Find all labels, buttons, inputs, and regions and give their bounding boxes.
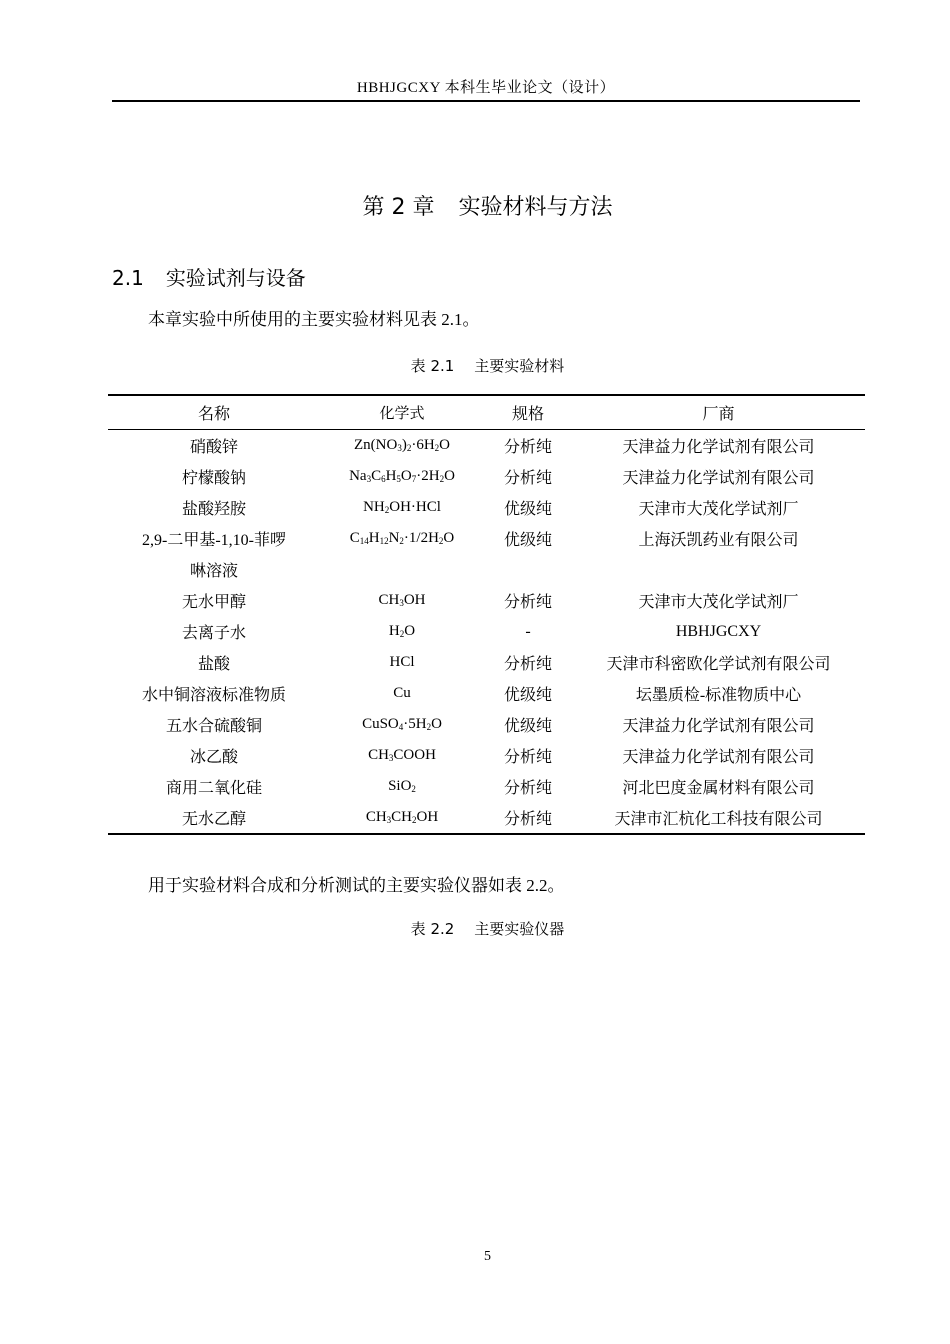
running-header: HBHJGCXY 本科生毕业论文（设计） <box>356 80 616 96</box>
table-row <box>108 678 865 709</box>
cell-grade <box>484 554 572 585</box>
table-row <box>108 492 865 523</box>
table-row <box>108 616 865 647</box>
header-rule <box>112 100 860 102</box>
chapter-heading <box>0 190 950 221</box>
cell-grade: 分析纯 <box>503 594 552 611</box>
cell-formula: $Na_3C_6H_5O_7\cdot 2H_2O$ <box>349 468 455 484</box>
cell-maker: 天津市大茂化学试剂厂 <box>638 594 799 611</box>
cell-name: 柠檬酸钠 <box>181 470 246 487</box>
cell-formula <box>320 554 484 585</box>
cell-name: 水中铜溶液标准物质 <box>141 687 286 704</box>
cell-grade: 优级纯 <box>503 501 552 518</box>
table1-caption-number: 表 2.1 <box>410 357 455 375</box>
section-heading <box>112 262 306 291</box>
cell-maker: HBHJGCXY <box>675 622 762 640</box>
cell-maker: 天津益力化学试剂有限公司 <box>622 439 815 456</box>
cell-maker: 坛墨质检-标准物质中心 <box>635 687 802 704</box>
cell-maker: 天津益力化学试剂有限公司 <box>622 718 815 735</box>
cell-name: 盐酸羟胺 <box>181 501 246 518</box>
cell-name: 冰乙酸 <box>189 749 238 766</box>
section-title: 实验试剂与设备 <box>165 266 306 290</box>
table-row <box>108 771 865 802</box>
cell-name: 去离子水 <box>181 625 246 642</box>
table-row <box>108 647 865 678</box>
cell-maker: 天津益力化学试剂有限公司 <box>622 749 815 766</box>
cell-grade: 分析纯 <box>503 439 552 456</box>
cell-formula: $H_2O$ <box>388 623 416 639</box>
table-row <box>108 554 865 585</box>
cell-grade: 分析纯 <box>503 749 552 766</box>
cell-maker: 天津市汇杭化工科技有限公司 <box>614 811 823 828</box>
table1-caption-title: 主要实验材料 <box>474 357 565 375</box>
cell-name: 商用二氧化硅 <box>165 780 262 797</box>
cell-grade: 优级纯 <box>503 718 552 735</box>
section-number: 2.1 <box>112 266 144 290</box>
outro-paragraph: 用于实验材料合成和分析测试的主要实验仪器如表 2.2。 <box>148 876 565 895</box>
cell-name: 盐酸 <box>197 656 230 673</box>
column-header-name: 名称 <box>197 406 230 423</box>
cell-name: 硝酸锌 <box>189 439 238 456</box>
table-row <box>108 740 865 771</box>
cell-formula: $CH_3COOH$ <box>368 747 436 763</box>
intro-paragraph: 本章实验中所使用的主要实验材料见表 2.1。 <box>148 310 480 329</box>
table1-caption <box>0 355 950 376</box>
page-number: 5 <box>484 1249 491 1264</box>
cell-name: 五水合硫酸铜 <box>165 718 262 735</box>
cell-name: 无水乙醇 <box>181 811 246 828</box>
cell-grade: 分析纯 <box>503 811 552 828</box>
materials-table <box>108 394 865 835</box>
column-header-maker: 厂商 <box>702 406 735 423</box>
materials-table-body <box>108 430 865 835</box>
cell-grade: 分析纯 <box>503 780 552 797</box>
cell-formula: $CH_3OH$ <box>378 592 426 608</box>
cell-maker: 天津益力化学试剂有限公司 <box>622 470 815 487</box>
cell-name: 啉溶液 <box>189 563 238 580</box>
cell-formula: Cu <box>393 685 411 701</box>
cell-formula: $NH_2OH\cdot HCl$ <box>363 499 441 515</box>
cell-formula: $C_{14}H_{12}N_2\cdot 1/2H_2O$ <box>349 530 455 546</box>
cell-formula: $CuSO_4\cdot 5H_2O$ <box>362 716 442 732</box>
cell-maker: 天津市科密欧化学试剂有限公司 <box>606 656 831 673</box>
cell-formula: HCl <box>389 654 415 670</box>
cell-name: 2,9-二甲基-1,10-菲啰 <box>142 532 286 549</box>
table-row <box>108 430 865 462</box>
chapter-title: 实验材料与方法 <box>458 195 613 220</box>
cell-grade: - <box>525 622 531 640</box>
cell-formula: SiO$_2$ <box>388 778 416 794</box>
cell-grade: 分析纯 <box>503 656 552 673</box>
cell-maker: 上海沃凯药业有限公司 <box>638 532 799 549</box>
table2-caption-title: 主要实验仪器 <box>474 920 565 938</box>
chapter-number: 第 2 章 <box>362 195 435 220</box>
cell-formula: $Zn(NO_3)_2\cdot 6H_2O$ <box>354 437 450 453</box>
table-row <box>108 802 865 834</box>
cell-formula: $CH_3CH_2OH$ <box>365 809 439 825</box>
table-row <box>108 523 865 554</box>
table-row <box>108 461 865 492</box>
table-header-row <box>108 395 865 430</box>
cell-maker: 天津市大茂化学试剂厂 <box>638 501 799 518</box>
table-row <box>108 709 865 740</box>
table-row <box>108 585 865 616</box>
cell-grade: 优级纯 <box>503 532 552 549</box>
column-header-formula: 化学式 <box>379 406 425 422</box>
cell-name: 无水甲醇 <box>181 594 246 611</box>
column-header-grade: 规格 <box>511 406 544 423</box>
cell-maker: 河北巴度金属材料有限公司 <box>622 780 815 797</box>
table2-caption-number: 表 2.2 <box>410 920 455 938</box>
cell-maker <box>572 554 865 585</box>
table2-caption <box>0 918 950 939</box>
cell-grade: 优级纯 <box>503 687 552 704</box>
cell-grade: 分析纯 <box>503 470 552 487</box>
